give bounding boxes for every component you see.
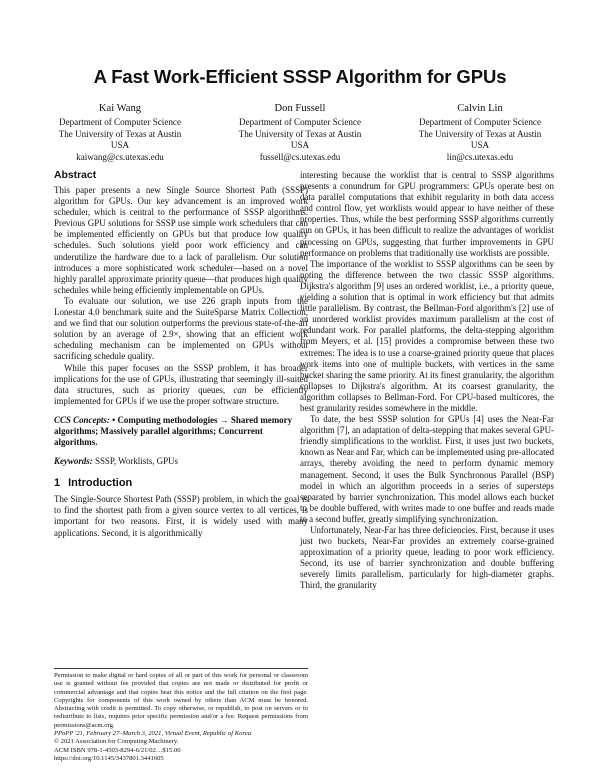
- author-2: [210, 103, 390, 164]
- author-dept: Department of Computer Science: [419, 116, 541, 127]
- abstract-paragraph-3: [54, 363, 308, 407]
- venue-line: PPoPP '21, February 27–March 3, 2021, Virtual Event, Republic of Korea: [54, 730, 251, 738]
- abstract-p3-emphasis: can: [233, 384, 247, 395]
- abstract-paragraph-1: This paper presents a new Single Source Shortest Path (SSSP) algorithm for GPUs. Our key advancement is an improved work scheduler, which is central to the performance of SSSP algorithms. Previous GPU solutions for SSSP use simple work schedulers that can be implemented efficiently on GPUs but that produce low quality schedules. Such solutions yield poor work efficiency and can underutilize the hardware due to a lack of parallelism. Our solution introduces a more sophisticated work scheduler—based on a novel highly parallel approximate priority queue—that produces high quality schedules while being efficiently implementable on GPUs.: [54, 185, 308, 295]
- author-univ: The University of Texas at Austin: [418, 128, 542, 139]
- keywords-text: SSSP, Worklists, GPUs: [92, 456, 179, 467]
- abstract-paragraph-2: To evaluate our solution, we use 226 graph inputs from the Lonestar 4.0 benchmark suite and the SuiteSparse Matrix Collection, and we find that our solution outperforms the previous state-of-the-art solution by an average of 2.9×, showing that an efficient work scheduling mechanism can be implemented on GPUs without sacrificing schedule quality.: [54, 295, 308, 362]
- right-paragraph-1: interesting because the worklist that is central to SSSP algorithms presents a conundrum for GPU programmers: GPUs operate best on data parallel computations that exhibit regularity in both data access and control flow, yet worklists would appear to have neither of these properties. Thus, while the best performing SSSP algorithms currently run on GPUs, it has been difficult to realize the advantages of worklist processing on GPUs, suggesting that further improvements in GPU performance on problems that traditionally use worklists are possible.: [300, 170, 554, 258]
- keywords: [54, 456, 308, 467]
- isbn-line: ACM ISBN 978-1-4503-8294-6/21/02…$15.00: [54, 746, 181, 754]
- left-column: [54, 170, 308, 539]
- ccs-concepts: [54, 415, 308, 448]
- permission-block: [54, 668, 308, 763]
- author-name: Don Fussell: [274, 103, 326, 114]
- copyright-line: © 2021 Association for Computing Machinery.: [54, 738, 179, 746]
- author-name: Calvin Lin: [457, 103, 503, 114]
- section-number: 1: [54, 477, 61, 490]
- ccs-label: CCS Concepts:: [54, 414, 110, 425]
- author-email: kaiwang@cs.utexas.edu: [76, 152, 164, 163]
- author-name: Kai Wang: [98, 103, 142, 114]
- footnote-rule: [54, 668, 308, 669]
- ccs-text: • Computing methodologies → Shared memory algorithms; Massively parallel algorithms; Concurrent algorithms.: [54, 414, 293, 448]
- doi-link[interactable]: https://doi.org/10.1145/3437801.3441605: [54, 754, 164, 762]
- permission-text: Permission to make digital or hard copies of all or part of this work for personal or classroom use is granted without fee provided that copies are not made or distributed for profit or commercial advantage and that copies bear this notice and the full citation on the first page. Copyrights for components of this work owned by others than ACM must be honored. Abstracting with credit is permitted. To copy otherwise, or republish, to post on servers or to redistribute to lists, requires prior specific permission and/or a fee. Request permissions from permissions@acm.org.: [54, 672, 308, 729]
- right-paragraph-4: Unfortunately, Near-Far has three deficiencies. First, because it uses just two buckets, Near-Far provides an extremely coarse-grained approximation of a priority queue, leading to poor work efficiency. Second, its use of barrier synchronization and double buffering severely limits parallelism, particularly for high-diameter graphs. Third, the granularity: [300, 525, 554, 591]
- right-column: [300, 170, 554, 592]
- author-dept: Department of Computer Science: [59, 116, 181, 127]
- author-3: [390, 103, 570, 164]
- right-paragraph-2: The importance of the worklist to SSSP algorithms can be seen by noting the difference between the two classic SSSP algorithms. Dijkstra's algorithm [9] uses an ordered worklist, i.e., a priority queue, yielding a solution that is optimal in work efficiency but that admits little parallelism. By contrast, the Bellman-Ford algorithm's [2] use of an unordered worklist provides maximum parallelism at the cost of redundant work. For parallel platforms, the delta-stepping algorithm from Meyers, et al. [15] provides a compromise between these two extremes: The idea is to use a coarse-grained priority queue that places work items into one of multiple buckets, with vertices in the same bucket sharing the same priority. At its finest granularity, the algorithm collapses to Dijkstra's algorithm. At its coarsest granularity, the algorithm collapses to Bellman-Ford. For CPU-based multicores, the best granularity resides somewhere in the middle.: [300, 258, 554, 413]
- author-univ: The University of Texas at Austin: [238, 128, 362, 139]
- right-paragraph-3: To date, the best SSSP solution for GPUs [4] uses the Near-Far algorithm [7], an adaptation of delta-stepping that makes several GPU-friendly simplifications to the worklist. First, it uses just two buckets, known as Near and Far, which can be implemented using pre-allocated arrays, thereby avoiding the need to perform dynamic memory management. Second, it uses the Bulk Synchronous Parallel (BSP) model in which an algorithm proceeds in a series of supersteps separated by barrier synchronization. This model allows each bucket to be double buffered, with writes made to one buffer and reads made to a second buffer, greatly simplifying synchronization.: [300, 414, 554, 524]
- abstract-heading: Abstract: [54, 170, 97, 181]
- keywords-label: Keywords:: [54, 456, 93, 467]
- author-univ: The University of Texas at Austin: [58, 128, 182, 139]
- section-title: Introduction: [68, 477, 133, 490]
- author-email: fussell@cs.utexas.edu: [259, 152, 341, 163]
- abstract-p3-start: While this paper focuses on the SSSP problem, it has broader implications for the use of GPUs, illustrating that seemingly ill-suited data structures, such as priority queues,: [54, 362, 308, 395]
- intro-paragraph-1: The Single-Source Shortest Path (SSSP) problem, in which the goal is to find the shortest path from a given source vertex to all vertices, is important for two reasons. First, it is widely used with many applications. Second, it is algorithmically: [54, 494, 308, 538]
- paper-title: A Fast Work-Efficient SSSP Algorithm for GPUs: [93, 66, 507, 87]
- author-country: USA: [470, 140, 490, 151]
- section-heading-introduction: [54, 477, 308, 489]
- author-email: lin@cs.utexas.edu: [446, 152, 514, 163]
- abstract-p3-end: be efficiently implemented for GPUs if we use the proper software structure.: [54, 384, 308, 406]
- author-1: [30, 103, 210, 164]
- author-country: USA: [290, 140, 310, 151]
- author-block: [30, 103, 570, 164]
- author-dept: Department of Computer Science: [239, 116, 361, 127]
- author-country: USA: [110, 140, 130, 151]
